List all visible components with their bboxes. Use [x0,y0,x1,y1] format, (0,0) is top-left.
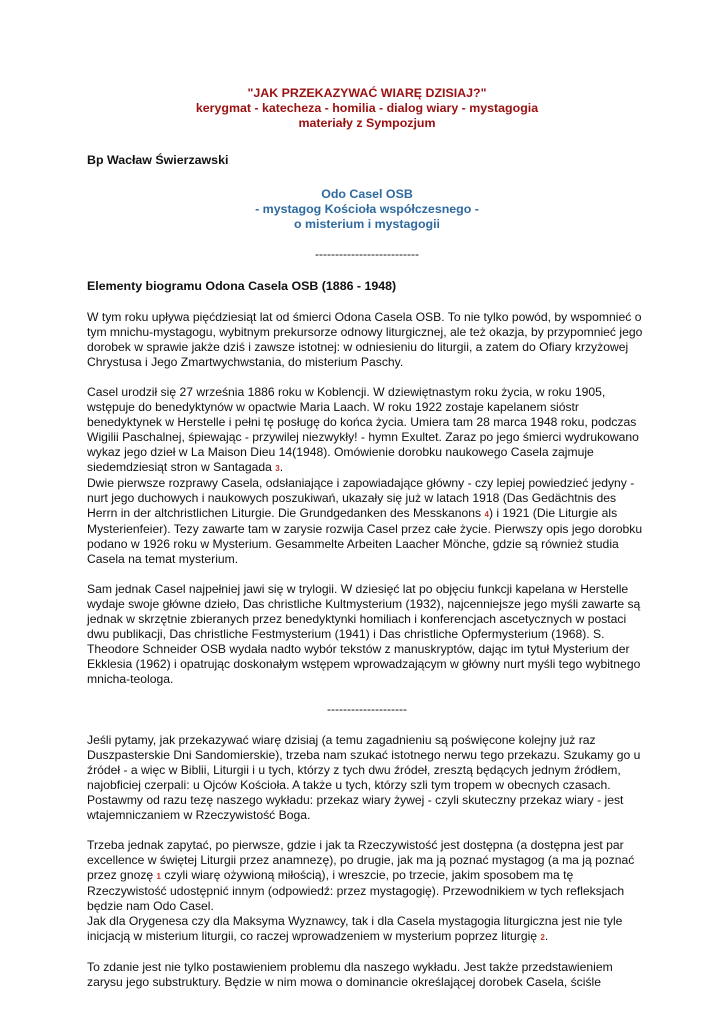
separator: -------------------------- [315,247,419,261]
paragraph-questions-text-2: czyli wiarę ożywioną miłością), i wreszcie, po trzecie, jakim sposobem ma tę Rzeczywistość udostępnić innym (odpowiedź: przez mystagogię). Przewodnikiem w tych refleksjach będzie nam Odo Casel. [87,868,625,913]
author-name: Bp Wacław Świerzawski [87,153,229,167]
document-subtitle-2: materiały z Sympozjum [298,116,436,130]
paragraph-intro: W tym roku upływa pięćdziesiąt lat od śmierci Odona Casela OSB. To nie tylko powód, by wspomnieć o tym mnichu-mystagogu, wybitnym prekursorze odnowy liturgicznej, ale też okazja, by przypomnieć jego dorobek w sprawie jakże dziś i zawsze istotnej: w odniesieniu do liturgii, a zatem do Ofiary krzyżowej Chrystusa i Jego Zmartwychwstania, do misterium Paschy. [87,310,643,369]
footnote-marker-2[interactable]: 2 [540,933,545,942]
document-title: "JAK PRZEKAZYWAĆ WIARĘ DZISIAJ?" [247,86,487,100]
footnote-marker-4[interactable]: 4 [484,510,489,519]
separator: -------------------- [327,702,407,716]
section-heading: Elementy biogramu Odona Casela OSB (1886 - 1948) [87,279,397,293]
paragraph-biography-text: Casel urodził się 27 września 1886 roku w Koblencji. W dziewiętnastym roku życia, w roku 1905, wstępuje do benedyktynów w opactwie Maria Laach. W roku 1922 zostaje kapelanem sióstr benedyktynek w Herstelle i pełni tę posługę do końca życia. Umiera tam 28 marca 1948 roku, podczas Wigilii Paschalnej, śpiewając - przywilej niezwykły! - hymn Exultet. Zaraz po jego śmierci wydrukowano wykaz jego dzieł w La Maison Dieu 14(1948). Omówienie dorobku naukowego Casela zajmuje siedemdziesiąt stron w Santagada [87,385,639,474]
document-subtitle: kerygmat - katecheza - homilia - dialog wiary - mystagogia [195,101,539,115]
footnote-marker-1[interactable]: 1 [156,872,161,881]
paragraph-early-works [87,476,647,567]
article-title-line-3: o misterium i mystagogii [294,217,440,231]
paragraph-thesis: Jeśli pytamy, jak przekazywać wiarę dzisiaj (a temu zagadnieniu są poświęcone kolejny już raz Duszpasterskie Dni Sandomierskie), trzeba nam szukać istotnego nerwu tego przekazu. Szukamy go u źródeł - a więc w Biblii, Liturgii i u tych, którzy z tych dwu źródeł, zresztą będących jednym źródłem, najobficiej czerpali: u Ojców Kościoła. A także u tych, którzy szli tym tropem w obecnych czasach. Postawmy od razu tezę naszego wykładu: przekaz wiary żywej - czyli skuteczny przekaz wiary - jest wtajemniczaniem w Rzeczywistość Boga. [87,733,641,822]
paragraph-questions [87,838,647,914]
paragraph-early-works-text-2: ) i 1921 (Die Liturgie als Mysterienfeier). Tezy zawarte tam w zarysie rozwija Casel przez całe życie. Pierwszy opis jego dorobku podano w 1926 roku w Mysterium. Gesammelte Arbeiten Laacher Mönche, gdzie są również studia Casela na temat mysterium. [87,506,643,566]
paragraph-closing: To zdanie jest nie tylko postawieniem problemu dla naszego wykładu. Jest także przedstawieniem zarysu jego substruktury. Będzie w nim mowa o dominancie określającej dorobek Casela, ściśle [87,960,613,989]
paragraph-biography: Casel urodził się 27 września 1886 roku w Koblencji. W dziewiętnastym roku życia, w roku 1905, wstępuje do benedyktynów w opactwie Maria Laach. W roku 1922 zostaje kapelanem sióstr benedyktynek w Herstelle i pełni tę posługę do końca życia. Umiera tam 28 marca 1948 roku, podczas Wigilii Paschalnej, śpiewając - przywilej niezwykły! - hymn Exultet. Zaraz po jego śmierci wydrukowano wykaz jego dzieł w La Maison Dieu 14(1948). Omówienie dorobku naukowego Casela zajmuje siedemdziesiąt stron w Santagada 3. [87,385,639,474]
article-title-line-2: - mystagog Kościoła współczesnego - [255,202,479,216]
paragraph-mystagogy: Jak dla Orygenesa czy dla Maksyma Wyznawcy, tak i dla Casela mystagogia liturgiczna jest nie tyle inicjacją w misterium liturgii, co raczej wprowadzeniem w mysterium poprzez liturgię 2. [87,914,623,943]
paragraph-mystagogy-text: Jak dla Orygenesa czy dla Maksyma Wyznawcy, tak i dla Casela mystagogia liturgiczna jest nie tyle inicjacją w misterium liturgii, co raczej wprowadzeniem w mysterium poprzez liturgię [87,914,623,943]
paragraph-questions-text-1: Trzeba jednak zapytać, po pierwsze, gdzie i jak ta Rzeczywistość jest dostępna (a dostępna jest par excellence w świętej Liturgii przez anamnezę), po drugie, jak ma ją poznać mystagog (a ma ją poznać przez gnozę [87,838,635,882]
paragraph-trilogy: Sam jednak Casel najpełniej jawi się w trylogii. W dziesięć lat po objęciu funkcji kapelana w Herstelle wydaje swoje główne dzieło, Das christliche Kultmysterium (1932), najcenniejsze jego myśli zawarte są jednak w skrzętnie zbieranych przez benedyktynki homiliach i konferencjach ascetycznych w postaci dwu publikacji, Das christliche Festmysterium (1941) i Das christliche Opfermysterium (1968). S. Theodore Schneider OSB wydała nadto wybór tekstów z manuskryptów, dając im tytuł Mysterium der Ekklesia (1962) i opatrując doskonałym wstępem wprowadzającym w główny nurt myśli tego wybitnego mnicha-teologa. [87,582,641,686]
footnote-marker-3[interactable]: 3 [275,464,280,473]
paragraph-early-works-text-1: Dwie pierwsze rozprawy Casela, odsłaniające i zapowiadające główny - czy lepiej powiedzieć jedyny - nurt jego duchowych i naukowych poszukiwań, ukazały się już w latach 1918 (Das Gedächtnis des Herrn in der altchristlichen Liturgie. Die Grundgedanken des Messkanons [87,476,635,520]
article-title-line-1: Odo Casel OSB [321,187,413,201]
document-page [87,74,647,990]
